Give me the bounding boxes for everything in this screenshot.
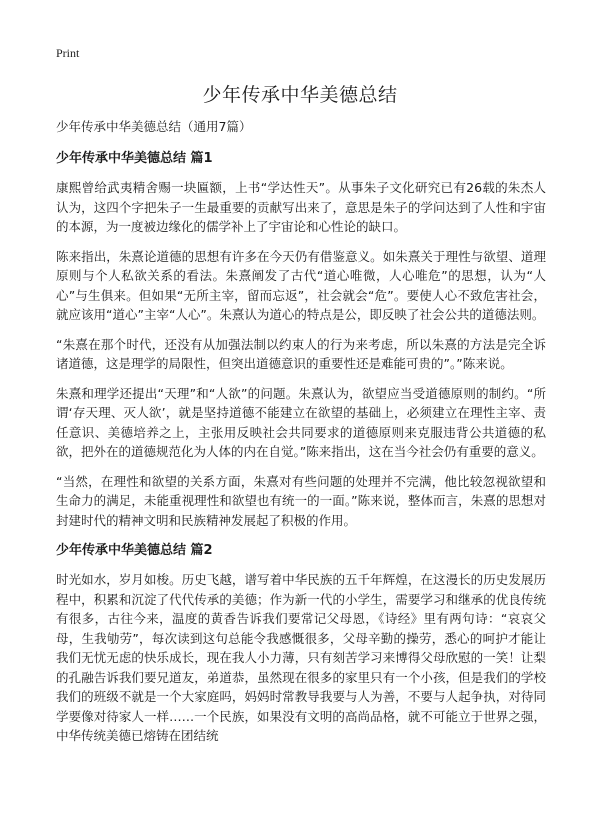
section-heading: 少年传承中华美德总结 篇2: [56, 543, 213, 558]
section-1: [56, 148, 546, 530]
paragraph: “朱熹在那个时代，还没有从加强法制以约束人的行为来考虑，所以朱熹的方法是完全诉诸道德，这是理学的局限性，但突出道德意识的重要性还是难能可贵的”。”陈来说。: [56, 336, 546, 371]
paragraph: “当然，在理性和欲望的关系方面，朱熹对有些问题的处理并不完满，他比较忽视欲望和生命力的满足，未能重视理性和欲望也有统一的一面。”陈来说，整体而言，朱熹的思想对封建时代的精神文明和民族精神发展起了积极的作用。: [56, 473, 546, 528]
section-heading: 少年传承中华美德总结 篇1: [56, 151, 213, 166]
document-title: 少年传承中华美德总结: [202, 84, 398, 106]
document-body: [56, 116, 546, 756]
paragraph: 时光如水，岁月如梭。历史飞越，谱写着中华民族的五千年辉煌，在这漫长的历史发展历程中，积累和沉淀了代代传承的美德；作为新一代的小学生，需要学习和继承的优良传统有很多，古往今来，温度的黄香告诉我们要常记父母恩，《诗经》里有两句诗：“哀哀父母，生我劬劳”，每次读到这句总能令我感慨很多，父母辛勤的操劳，悉心的呵护才能让我们无忧无虑的快乐成长，现在我人小力薄，只有刻苦学习来博得父母欣慰的一笑！让梨的孔融告诉我们要兄道友，弟道恭，虽然现在很多的家里只有一个小孩，但是我们的学校我们的班级不就是一个大家庭吗，妈妈时常教导我要与人为善，不要与人起争执，对待同学要像对待家人一样……一个民族，如果没有文明的高尚品格，就不可能立于世界之强，中华传统美德已熔铸在团结统: [56, 572, 546, 743]
paragraph: 朱熹和理学还提出“天理”和“人欲”的问题。朱熹认为，欲望应当受道德原则的制约。“所谓‘存天理、灭人欲’，就是坚持道德不能建立在欲望的基础上，必须建立在理性主宰、责任意识、美德培养之上，主张用反映社会共同要求的道德原则来克服违背公共道德的私欲，把外在的道德规范化为人体的内在自觉。”陈来指出，这在当今社会仍有重要的意义。: [56, 385, 546, 459]
document-subtitle: 少年传承中华美德总结（通用7篇）: [56, 119, 252, 134]
paragraph: 陈来指出，朱熹论道德的思想有许多在今天仍有借鉴意义。如朱熹关于理性与欲望、道理原则与个人私欲关系的看法。朱熹阐发了古代“道心唯微，人心唯危”的思想，认为“人心”与生俱来。但如果“无所主宰，留而忘返”，社会就会“危”。要使人心不致危害社会，就应该用“道心”主宰“人心”。朱熹认为道心的特点是公，即反映了社会公共的道德法则。: [56, 248, 546, 322]
paragraph: 康熙曾给武夷精舍赐一块匾额，上书“学达性天”。从事朱子文化研究已有26载的朱杰人认为，这四个字把朱子一生最重要的贡献写出来了，意思是朱子的学问达到了人性和宇宙的本源，为一度被边缘化的儒学补上了宇宙论和心性论的缺口。: [56, 180, 546, 234]
print-link[interactable]: Print: [56, 46, 80, 60]
section-2: [56, 540, 546, 746]
